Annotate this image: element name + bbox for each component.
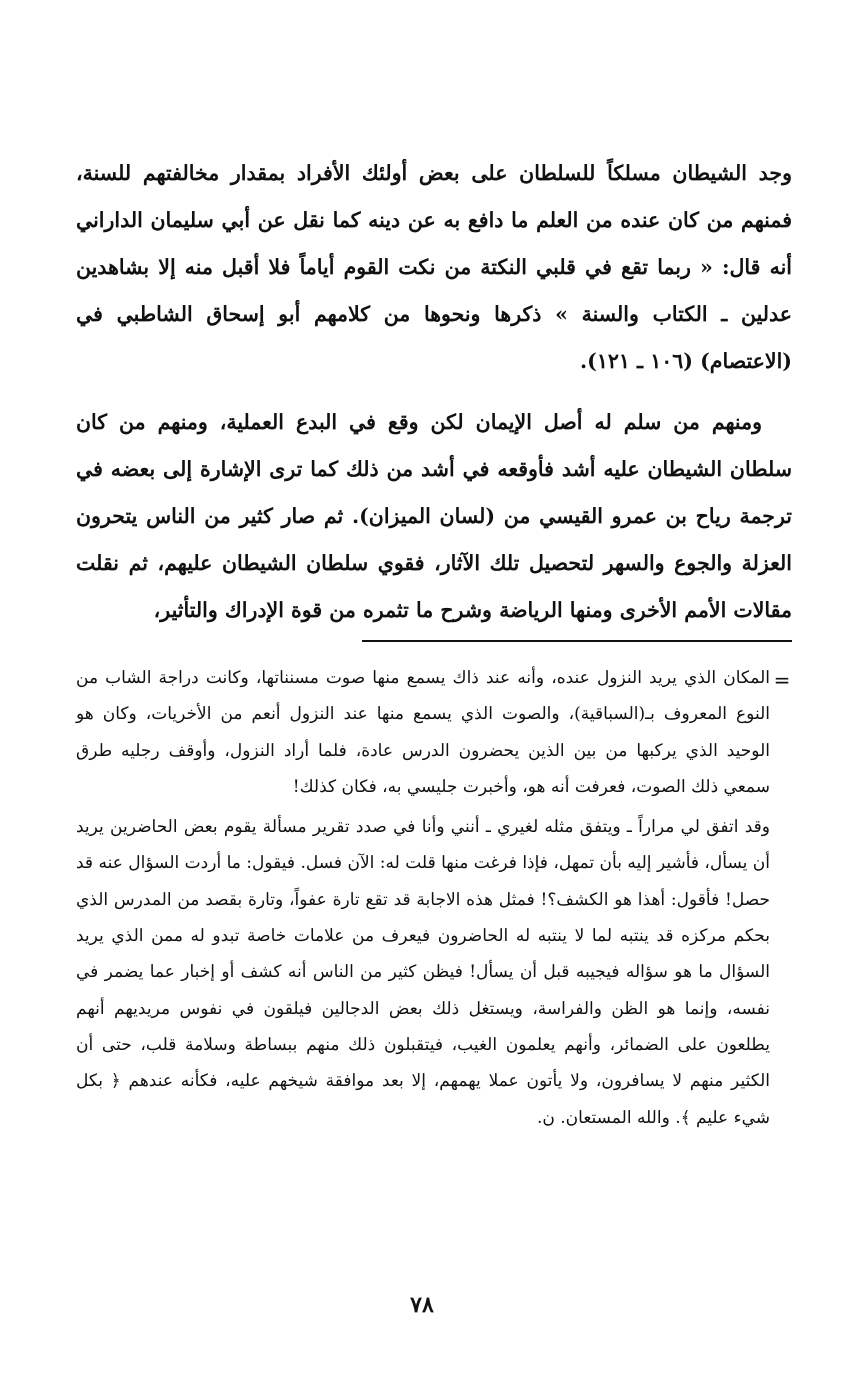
main-text	[76, 150, 792, 634]
footnote-separator	[362, 640, 792, 642]
footnote-continuation-marker: =	[773, 668, 791, 692]
page-number: ٧٨	[410, 1292, 434, 1318]
main-paragraph-1: وجد الشيطان مسلكاً للسلطان على بعض أولئك الأفراد بمقدار مخالفتهم للسنة، فمنهم من كان عنده من العلم ما دافع به عن دينه كما نقل عن أبي سليمان الداراني أنه قال: « ربما تقع في قلبي النكتة من نكت القوم أياماً فلا أقبل منه إلا بشاهدين عدلين ـ الكتاب والسنة » ذكرها ونحوها من كلامهم أبو إسحاق الشاطبي في (الاعتصام) (١٠٦ ـ ١٢١).	[76, 161, 792, 373]
footnote-paragraph-1: المكان الذي يريد النزول عنده، وأنه عند ذاك يسمع منها صوت مسنناتها، وكانت دراجة الشاب من النوع المعروف بـ(السباقية)، والصوت الذي يسمع منها عند النزول أنعم من الأخريات، وكان هو الوحيد الذي يركبها من بين الذين يحضرون الدرس عادة، فلما أراد النزول، وأوقف رجليه طرق سمعي ذلك الصوت، فعرفت أنه هو، وأخبرت جليسي به، فكان كذلك!	[76, 668, 770, 797]
footnote-paragraph-2: وقد اتفق لي مراراً ـ ويتفق مثله لغيري ـ أنني وأنا في صدد تقرير مسألة يقوم بعض الحاضرين يريد أن يسأل، فأشير إليه بأن تمهل، فإذا فرغت منها قلت له: الآن فسل. فيقول: ما أردت السؤال عنه قد حصل! فأقول: أهذا هو الكشف؟! فمثل هذه الاجابة قد تقع تارة عفواً، وتارة بقصد من المدرس الذي بحكم مركزه قد ينتبه لما لا ينتبه له الحاضرون فيعرف من علامات خاصة تبدو له ممن الذي يريد السؤال ما هو سؤاله فيجيبه قبل أن يسأل! فيظن كثير من الناس أنه كشف أو إخبار عما يضمر في نفسه، وإنما هو الظن والفراسة، ويستغل ذلك بعض الدجالين فيلقون في نفوس مريديهم أنهم يطلعون على الضمائر، وأنهم يعلمون الغيب، فيتقبلون ذلك منهم ببساطة وسلامة قلب، حتى أن الكثير منهم لا يسافرون، ولا يأتون عملا يهمهم، إلا بعد موافقة شيخهم عليه، فكأنه عندهم ﴿ بكل شيء عليم ﴾. والله المستعان. ن.	[76, 817, 770, 1128]
footnotes	[76, 660, 770, 1136]
main-paragraph-2: ومنهم من سلم له أصل الإيمان لكن وقع في البدع العملية، ومنهم من كان سلطان الشيطان عليه أشد فأوقعه في أشد من ذلك كما ترى الإشارة إلى بعضه في ترجمة رياح بن عمرو القيسي من (لسان الميزان). ثم صار كثير من الناس يتحرون العزلة والجوع والسهر لتحصيل تلك الآثار، فقوي سلطان الشيطان عليهم، ثم نقلت مقالات الأمم الأخرى ومنها الرياضة وشرح ما تثمره من قوة الإدراك والتأثير،	[76, 410, 792, 622]
